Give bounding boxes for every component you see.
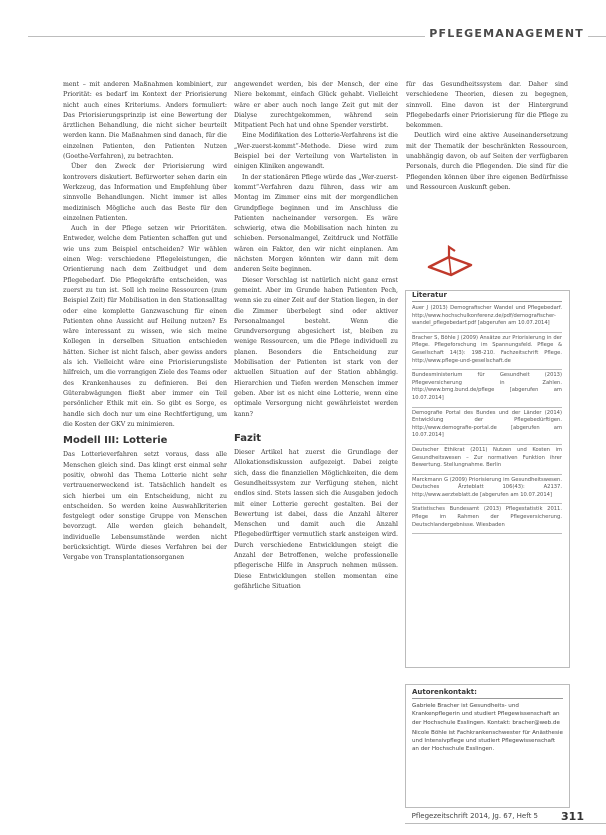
paragraph: Dieser Artikel hat zuerst die Grundlage der Allokationsdiskussion aufgezeigt. Dabei zeigte sich, dass die finanziellen Möglichkeiten, die dem Gesundheitssystem zur Verfügung stehen, nicht endlos sind. Stets lassen sich die Ausgaben jedoch mit einer Lotterie gerecht gestalten. Bei der Bewertung ist dabei, dass die Anzahl älterer Menschen und damit auch die Anzahl Pflegebedürftiger vermutlich stark ansteigen wird. Durch verschiedene Entwicklungen steigt die Anzahl der Betroffenen, welche professionelle pflegerische Hilfe in Anspruch nehmen müssen. Diese Entwicklungen stellen momentan eine gefährliche Situation <box>234 449 398 590</box>
literature-entry: Demografie Portal des Bundes und der Länder (2014) Entwicklung der Pflegebedürftigen. http://www.demografie-portal.de [abgerufen am 10.07.2014] <box>412 408 562 445</box>
paragraph: Deutlich wird eine aktive Auseinandersetzung mit der Thematik der beschränkten Ressourcen, unabhängig davon, ob auf Seiten der verfügbaren Personals, durch die Pflegenden. Die sind für die Pflegenden können über ihre eigenen Bedürfnisse und Ressourcen Auskunft geben. <box>406 132 568 191</box>
literature-entry: Bundesministerium für Gesundheit (2013) Pflegeversicherung in Zahlen. http://www.bmg.bund.de/pflege [abgerufen am 10.07.2014] <box>412 370 562 407</box>
paragraph: Das Lotterieverfahren setzt voraus, dass alle Menschen gleich sind. Das klingt erst einmal sehr positiv, obwohl das Thema Lotterie nicht sehr vertrauenerweckend ist. Tatsächlich handelt es sich hierbei um ein Entscheidung, nicht zu entscheiden. So werden keine Auswahlkriterien festgelegt oder sonstige Gruppe von Menschen bevorzugt. Alle werden gleich behandelt, individuelle Lebensumstände werden nicht berücksichtigt. Würde dieses Verfahren bei der Vergabe von Transplantationsorganen <box>63 451 227 562</box>
page-header <box>0 0 606 52</box>
paragraph: Dieser Vorschlag ist natürlich nicht ganz ernst gemeint. Aber im Grunde haben Patienten Pech, wenn sie zu einer Zeit auf der Station liegen, in der die Zimmer überbelegt sind oder aktiver Personalmangel besteht. Wenn die Grundversorgung abgesichert ist, bleiben zu wenige Ressourcen, um die Pflege individuell zu planen. Besonders die Entscheidung zur Mobilisation der Patienten ist stark von der aktuellen Situation auf der Station abhängig. Hierarchien und Tiefen werden Menschen immer geben. Aber ist es nicht eine Lotterie, wenn eine optimale Versorgung nicht gewährleistet werden kann? <box>234 276 398 418</box>
paragraph: Auch in der Pflege setzen wir Prioritäten. Entweder, welche dem Patienten schaffen gut und wie uns zum Beispiel entscheiden? Wir wählen einen Weg: verschiedene Pflegeleistungen, die Orientierung nach dem Zeitbudget und dem Pflegebedarf. Die Pflegekräfte entscheiden, was zuerst zu tun ist. Soll ich meine Ressourcen (zum Beispiel Zeit) für Mobilisation in den Stationsalltag oder eine komplette Ganzwaschung für einen Patienten ohne Aussicht auf Heilung nutzen? Es wäre interessant zu wissen, wie sich meine Kollegen in derselben Situation entschieden hätten. Sicher ist nicht falsch, aber gewiss anders als ich. Vielleicht wäre eine Priorisierungsliste hilfreich, um die vorrangigen Ziele des Teams oder des Krankenhauses zu definieren. Bei den Güterabwägungen fließt aber immer ein Teil persönlicher Ethik mit ein. So gibt es Sorge, es handle sich doch nur um eine Rechtfertigung, um die Kosten der GKV zu minimieren. <box>63 225 227 428</box>
section-label: PFLEGEMANAGEMENT <box>425 27 588 40</box>
page-number: 311 <box>561 810 584 823</box>
paragraph: In der stationären Pflege würde das „Wer-zuerst-kommt“-Verfahren dazu führen, dass wir am Montag im Zimmer eins mit der morgendlichen Grundpflege beginnen und im Anschluss die Patienten nacheinander versorgen. Es wäre schwierig, etwa die Mobilisation nach hinten zu schieben. Personalmangel, Zeitdruck und Notfälle wären ein Faktor, den wir nicht einplanen. Am nächsten Morgen könnten wir dann mit dem anderen Seite beginnen. <box>234 173 398 274</box>
literature-heading: Literatur <box>412 291 562 302</box>
author-body <box>412 702 563 754</box>
text-column-3 <box>406 80 568 193</box>
author-bio: Nicole Böhle ist Fachkrankenschwester für Anästhesie und Intensivpflege und studiert Pflegewissenschaft an der Hochschule Esslingen. <box>412 729 563 753</box>
author-heading: Autorenkontakt: <box>412 688 563 699</box>
literature-entry: Statistisches Bundesamt (2013) Pflegestatistik 2011. Pflege im Rahmen der Pflegeversicherung. Deutschlandergebnisse. Wiesbaden <box>412 504 562 534</box>
section-heading: Modell III: Lotterie <box>63 435 168 447</box>
literature-entry: Marckmann G (2009) Priorisierung im Gesundheitswesen. Deutsches Ärzteblatt 106(43): A2137. http://www.aerzteblatt.de [abgerufen am 10.07.2014] <box>412 475 562 505</box>
literature-entry: Auer J (2013) Demografischer Wandel und Pflegebedarf. http://www.hochschulkonferenz.de/pdf/demografischer-wandel_pflegebedarf.pdf [abgerufen am 10.07.2014] <box>412 303 562 333</box>
paragraph: ment – mit anderen Maßnahmen kombiniert, zur Priorität: es bedarf im Kontext der Priorisierung nicht auch eines Kriteriums. Anders formuliert: Das Priorisierungsprinzip ist eine Bewertung der ärztlichen Behandlung, die nicht sicher beurteilt werden kann. Die Maßnahmen sind danach, für die einzelnen Patienten, den Patienten Nutzen (Goethe-Verfahren), zu betrachten. <box>63 81 227 161</box>
paragraph: angewendet werden, bis der Mensch, der eine Niere bekommt, einfach Glück gehabt. Vielleicht wäre er aber auch noch lange Zeit gut mit der Dialyse zurechtgekommen, während sein Mitpatient Pech hat und ohne Spender verstirbt. <box>234 81 398 130</box>
literature-entry: Deutscher Ethikrat (2011) Nutzen und Kosten im Gesundheitswesen – Zur normativen Funktion ihrer Bewertung. Stellungnahme. Berlin <box>412 445 562 475</box>
author-bio: Gabriele Bracher ist Gesundheits- und Krankenpflegerin und studiert Pflegewissenschaft an der Hochschule Esslingen. Kontakt: bracher@web.de <box>412 703 560 726</box>
author-contact-box <box>405 684 570 808</box>
footer-rule <box>405 823 606 824</box>
paragraph: Eine Modifikation des Lotterie-Verfahrens ist die „Wer-zuerst-kommt“-Methode. Diese wird zum Beispiel bei der Verteilung von Wartelisten in einigen Kliniken angewandt. <box>234 132 398 171</box>
paragraph: für das Gesundheitssystem dar. Daher sind verschiedene Theorien, diesen zu begegnen, sinnvoll. Eine davon ist der Hintergrund Pflegebedarfs einer Priorisierung für die Pflege zu bekommen. <box>406 81 568 130</box>
literature-entry: Bracher S, Böhle J (2009) Ansätze zur Priorisierung in der Pflege. Pflegeforschung im Spannungsfeld. Pflege & Gesellschaft 14(3): 198-210. Fachzeitschrift Pflege. http://www.pflege-und-gesellschaft.de <box>412 333 562 370</box>
text-column-2 <box>234 80 398 592</box>
literature-list <box>412 303 562 534</box>
section-heading: Fazit <box>234 432 262 444</box>
literature-box <box>405 290 570 668</box>
book-icon <box>425 245 475 279</box>
paragraph: Über den Zweck der Priorisierung wird kontrovers diskutiert. Befürworter sehen darin ein Werkzeug, das Information und Empfehlung über sinnvolle Behandlungen. Nicht immer ist alles medizinisch Mögliche auch das Beste für den einzelnen Patienten. <box>63 163 227 222</box>
text-column-1 <box>63 80 227 564</box>
journal-reference: Pflegezeitschrift 2014, Jg. 67, Heft 5 <box>411 812 538 820</box>
